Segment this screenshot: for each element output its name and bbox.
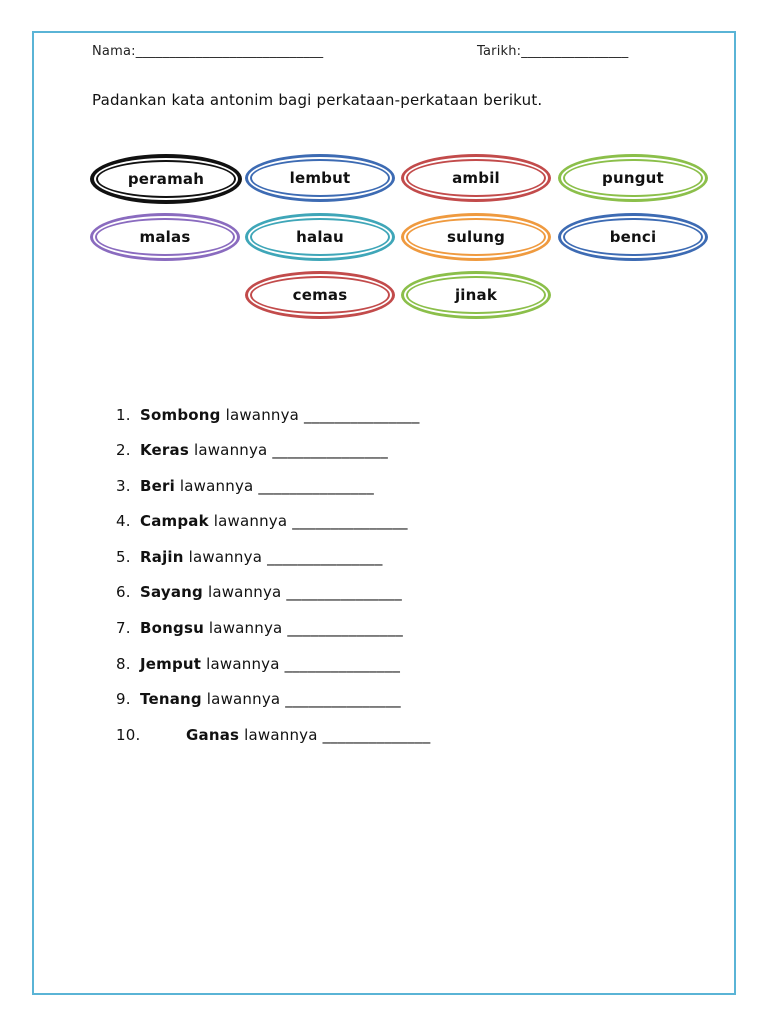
word-pill-benci	[558, 213, 708, 261]
question-item: 6. Sayang lawannya _______________	[116, 583, 402, 601]
question-blank[interactable]: lawannya ______________	[239, 726, 431, 744]
question-blank[interactable]: lawannya _______________	[174, 477, 374, 495]
question-word: Bongsu	[140, 619, 204, 637]
word-pill-halau	[245, 213, 395, 261]
word-label: benci	[609, 228, 657, 246]
question-item: 5. Rajin lawannya _______________	[116, 548, 383, 566]
question-item: 1. Sombong lawannya _______________	[116, 406, 420, 424]
word-pill-cemas	[245, 271, 395, 319]
word-label: ambil	[452, 169, 500, 187]
question-word: Tenang	[140, 690, 202, 708]
question-item: 4. Campak lawannya _______________	[116, 512, 408, 530]
question-word: Beri	[140, 477, 175, 495]
date-field[interactable]: Tarikh:________________	[477, 44, 629, 59]
word-pill-sulung	[401, 213, 551, 261]
word-label: halau	[296, 228, 344, 246]
question-item: 8. Jemput lawannya _______________	[116, 655, 401, 673]
question-word: Sombong	[140, 406, 221, 424]
question-blank[interactable]: lawannya _______________	[201, 690, 401, 708]
question-item: 10. Ganas lawannya ______________	[116, 726, 431, 744]
name-field[interactable]: Nama:____________________________	[92, 44, 324, 59]
question-word: Jemput	[140, 655, 202, 673]
word-pill-peramah	[90, 154, 242, 204]
question-word: Rajin	[140, 548, 184, 566]
word-label: sulung	[446, 228, 506, 246]
question-item: 3. Beri lawannya _______________	[116, 477, 374, 495]
question-blank[interactable]: lawannya _______________	[201, 655, 401, 673]
word-bank	[0, 0, 768, 340]
word-label: pungut	[602, 169, 664, 187]
question-item: 9. Tenang lawannya _______________	[116, 690, 401, 708]
word-pill-lembut	[245, 154, 395, 202]
word-pill-jinak	[401, 271, 551, 319]
word-label: malas	[139, 228, 191, 246]
question-item: 7. Bongsu lawannya _______________	[116, 619, 403, 637]
question-word: Campak	[140, 512, 209, 530]
instruction-text: Padankan kata antonim bagi perkataan-perkataan berikut.	[92, 91, 543, 109]
question-blank[interactable]: lawannya _______________	[188, 441, 388, 459]
question-item: 2. Keras lawannya _______________	[116, 441, 388, 459]
question-blank[interactable]: lawannya _______________	[208, 512, 408, 530]
word-label: lembut	[289, 169, 351, 187]
word-pill-pungut	[558, 154, 708, 202]
word-label: jinak	[454, 286, 498, 304]
word-pill-ambil	[401, 154, 551, 202]
question-blank[interactable]: lawannya _______________	[203, 619, 403, 637]
question-word: Sayang	[140, 583, 203, 601]
word-pill-malas	[90, 213, 240, 261]
word-label: peramah	[127, 170, 205, 188]
question-blank[interactable]: lawannya _______________	[220, 406, 420, 424]
question-blank[interactable]: lawannya _______________	[183, 548, 383, 566]
question-word: Keras	[140, 441, 189, 459]
word-label: cemas	[292, 286, 348, 304]
question-word: Ganas	[186, 726, 240, 744]
question-blank[interactable]: lawannya _______________	[202, 583, 402, 601]
